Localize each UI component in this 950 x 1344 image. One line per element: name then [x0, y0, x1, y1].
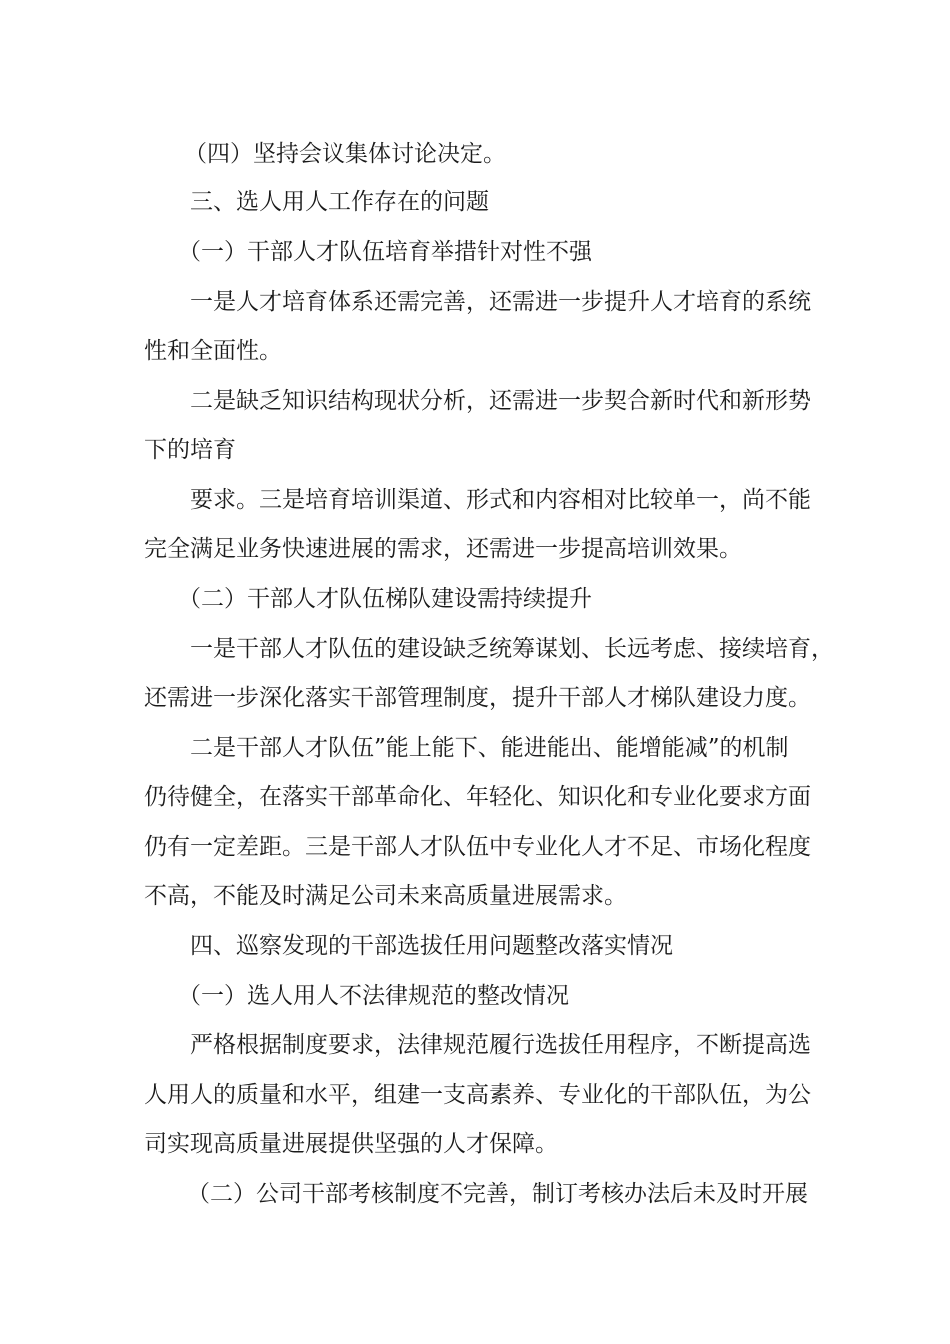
paragraph-line: 司实现高质量进展提供坚强的人才保障。: [144, 1131, 558, 1157]
paragraph-line: 还需进一步深化落实干部管理制度，提升干部人才梯队建设力度。: [144, 685, 811, 711]
subsection-heading-4-2: （二）公司干部考核制度不完善，制订考核办法后未及时开展: [187, 1181, 808, 1207]
paragraph-line: 人用人的质量和水平，组建一支高素养、专业化的干部队伍，为公: [144, 1082, 811, 1108]
paragraph-line: 二是缺乏知识结构现状分析，还需进一步契合新时代和新形势: [190, 388, 811, 414]
paragraph-line: 要求。三是培育培训渠道、形式和内容相对比较单一，尚不能: [190, 487, 811, 513]
paragraph-line: 下的培育: [144, 437, 236, 463]
paragraph-line: 完全满足业务快速进展的需求，还需进一步提高培训效果。: [144, 536, 742, 562]
paragraph-line: 仍有一定差距。三是干部人才队伍中专业化人才不足、市场化程度: [144, 834, 811, 860]
paragraph-line: 仍待健全，在落实干部革命化、年轻化、知识化和专业化要求方面: [144, 784, 811, 810]
paragraph-line: 性和全面性。: [144, 338, 282, 364]
paragraph-line: 二是干部人才队伍”能上能下、能进能出、能增能减”的机制: [190, 735, 789, 761]
section-heading-3: 三、选人用人工作存在的问题: [190, 189, 489, 215]
subsection-heading-3-2: （二）干部人才队伍梯队建设需持续提升: [178, 586, 592, 612]
paragraph-line: 一是人才培育体系还需完善，还需进一步提升人才培育的系统: [190, 289, 811, 315]
paragraph-line: 一是干部人才队伍的建设缺乏统筹谋划、长远考虑、接续培育，: [190, 636, 834, 662]
section-heading-4: 四、巡察发现的干部选拔任用问题整改落实情况: [190, 933, 673, 959]
subsection-heading-4: （四）坚持会议集体讨论决定。: [184, 141, 506, 167]
paragraph-line: 严格根据制度要求，法律规范履行选拔任用程序，不断提高选: [190, 1032, 811, 1058]
subsection-heading-4-1: （一）选人用人不法律规范的整改情况: [178, 983, 569, 1009]
subsection-heading-3-1: （一）干部人才队伍培育举措针对性不强: [178, 239, 592, 265]
paragraph-line: 不高，不能及时满足公司未来高质量进展需求。: [144, 883, 627, 909]
